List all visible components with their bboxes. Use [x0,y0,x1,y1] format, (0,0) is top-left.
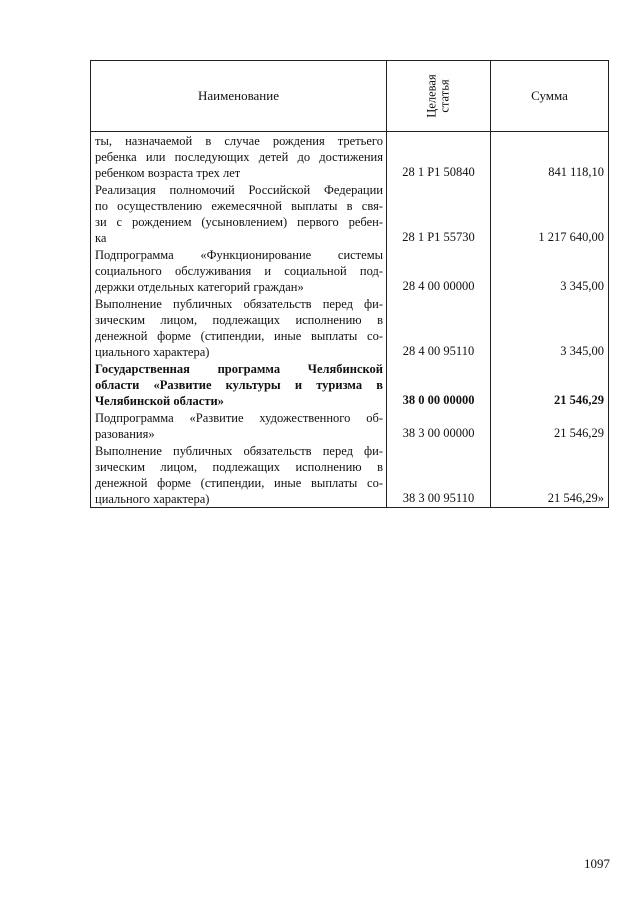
row-name-line: циального характера) [95,345,210,359]
header-code-line1: Целевая [424,73,439,118]
table-row [91,409,609,442]
row-code: 28 4 00 00000 [387,246,491,295]
row-sum: 21 546,29 [491,360,609,409]
row-name-line: ребенка или последующих детей до достижения [95,150,383,164]
table-body [91,132,609,508]
row-name [91,360,387,409]
row-name-line: денежной форме (стипендии, иные выплаты со- [95,476,383,490]
table-row [91,442,609,508]
row-name [91,246,387,295]
row-name-line: зи с рождением (усыновлением) первого ребен- [95,215,383,229]
row-name-line: Подпрограмма «Развитие художественного об- [95,411,383,425]
row-name-line: по осуществлению ежемесячной выплаты в свя- [95,199,383,213]
row-name-line: социального обслуживания и социальной под- [95,264,383,278]
row-name-line: Государственная программа Челябинской [95,362,383,376]
row-name-line: зическим лицом, подлежащих исполнению в [95,460,383,474]
row-name [91,295,387,360]
table-header-row [91,61,609,132]
row-code: 28 1 P1 55730 [387,181,491,246]
table-row [91,246,609,295]
row-name-line: Челябинской области» [95,394,224,408]
row-name-line: ребенком возраста трех лет [95,166,241,180]
row-code: 38 0 00 00000 [387,360,491,409]
header-code-rotated [426,74,452,117]
row-sum: 841 118,10 [491,132,609,182]
row-name-line: области «Развитие культуры и туризма в [95,378,383,392]
table-row [91,295,609,360]
header-name: Наименование [91,61,387,132]
row-code: 28 4 00 95110 [387,295,491,360]
header-sum: Сумма [491,61,609,132]
page-number: 1097 [584,856,610,871]
row-name-line: зическим лицом, подлежащих исполнению в [95,313,383,327]
row-name-line: денежной форме (стипендии, иные выплаты со- [95,329,383,343]
row-code: 38 3 00 95110 [387,442,491,508]
row-sum: 21 546,29» [491,442,609,508]
row-name [91,181,387,246]
row-name-line: ты, назначаемой в случае рождения третьего [95,134,383,148]
table-row [91,181,609,246]
row-sum: 1 217 640,00 [491,181,609,246]
row-name-line: Реализация полномочий Российской Федерации [95,183,383,197]
row-name-line: держки отдельных категорий граждан» [95,280,304,294]
row-code: 28 1 P1 50840 [387,132,491,182]
budget-table [90,60,609,508]
row-sum: 3 345,00 [491,295,609,360]
row-sum: 21 546,29 [491,409,609,442]
row-name [91,409,387,442]
row-name [91,442,387,508]
row-name-line: ка [95,231,107,245]
row-name-line: разования» [95,427,155,441]
table-row [91,132,609,182]
row-name [91,132,387,182]
header-code-line2: статья [437,78,452,113]
row-name-line: Выполнение публичных обязательств перед фи- [95,444,383,458]
row-name-line: Подпрограмма «Функционирование системы [95,248,383,262]
row-name-line: Выполнение публичных обязательств перед фи- [95,297,383,311]
row-sum: 3 345,00 [491,246,609,295]
row-name-line: циального характера) [95,492,210,506]
table-row [91,360,609,409]
header-code [387,61,491,132]
row-code: 38 3 00 00000 [387,409,491,442]
